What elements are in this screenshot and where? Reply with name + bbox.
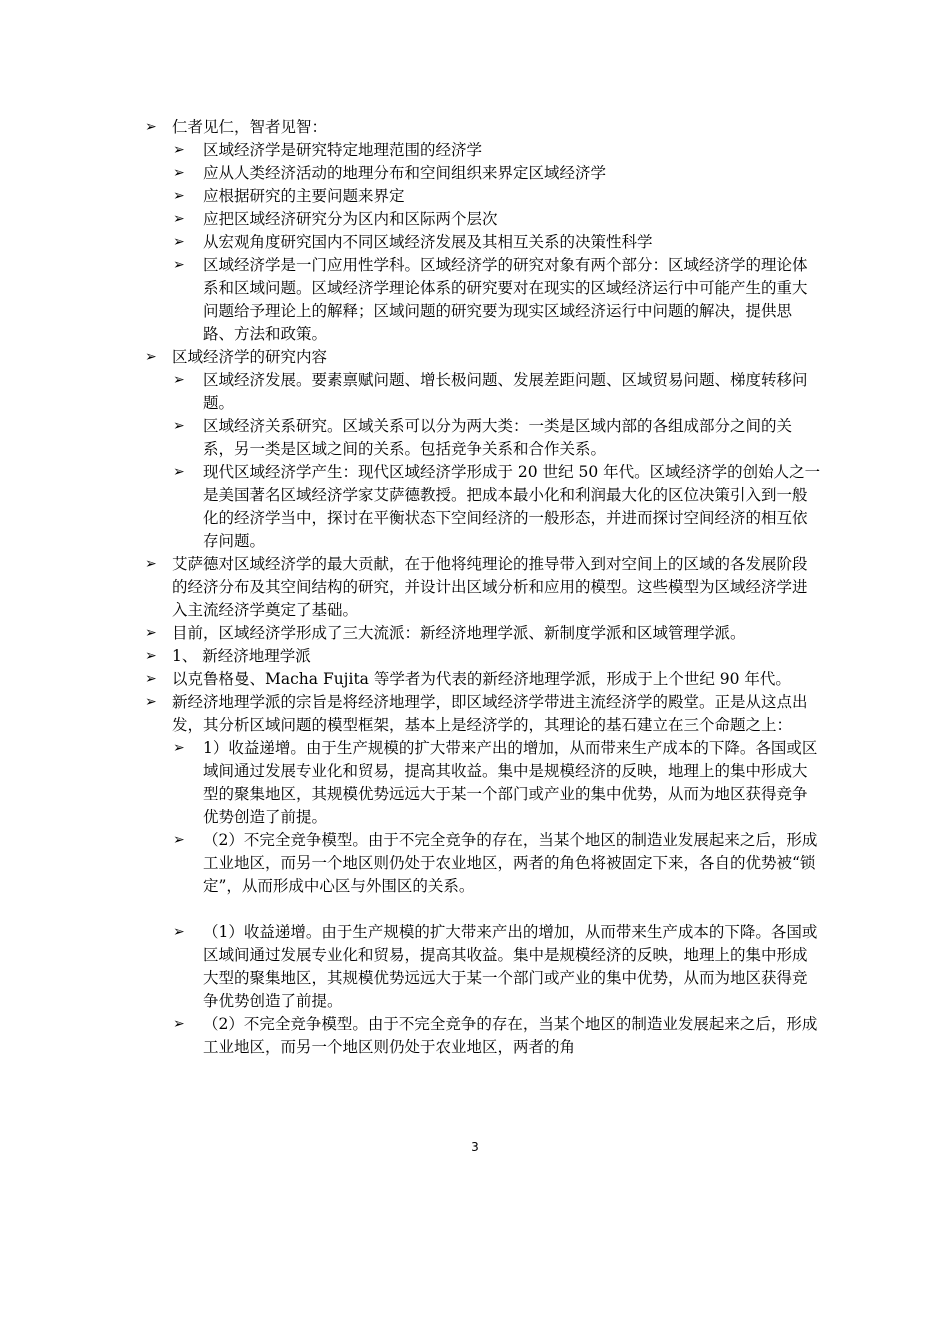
list-item-text: 目前，区域经济学形成了三大流派：新经济地理学派、新制度学派和区域管理学派。 bbox=[172, 624, 746, 642]
list-item-text: 以克鲁格曼、Macha Fujita 等学者为代表的新经济地理学派，形成于上个世纪 90 年代。 bbox=[172, 670, 791, 688]
list-item-text: 仁者见仁，智者见智： bbox=[172, 118, 328, 136]
list-item bbox=[145, 185, 821, 208]
arrow-bullet-icon: ➢ bbox=[173, 188, 185, 204]
list-item bbox=[145, 346, 821, 369]
arrow-bullet-icon: ➢ bbox=[173, 740, 185, 756]
list-item-text: 应把区域经济研究分为区内和区际两个层次 bbox=[203, 210, 498, 228]
arrow-bullet-icon: ➢ bbox=[173, 1016, 185, 1032]
arrow-bullet-icon: ➢ bbox=[173, 142, 185, 158]
list-item bbox=[145, 116, 821, 139]
arrow-bullet-icon: ➢ bbox=[173, 418, 185, 434]
list-item bbox=[145, 415, 821, 461]
list-item bbox=[145, 622, 821, 645]
list-item-text: 区域经济发展。要素禀赋问题、增长极问题、发展差距问题、区域贸易问题、梯度转移问题。 bbox=[203, 371, 808, 412]
list-item-text: 艾萨德对区域经济学的最大贡献，在于他将纯理论的推导带入到对空间上的区域的各发展阶段的经济分布及其空间结构的研究，并设计出区域分析和应用的模型。这些模型为区域经济学进入主流经济学奠定了基础。 bbox=[172, 555, 808, 619]
arrow-bullet-icon: ➢ bbox=[173, 832, 185, 848]
arrow-bullet-icon: ➢ bbox=[173, 372, 185, 388]
list-item-text: 1）收益递增。由于生产规模的扩大带来产出的增加，从而带来生产成本的下降。各国或区域间通过发展专业化和贸易，提高其收益。集中是规模经济的反映，地理上的集中形成大型的聚集地区，其规模优势远远大于某一个部门或产业的集中优势，从而为地区获得竞争优势创造了前提。 bbox=[203, 739, 818, 826]
arrow-bullet-icon: ➢ bbox=[173, 464, 185, 480]
list-item bbox=[145, 829, 821, 898]
list-item-text: （2）不完全竞争模型。由于不完全竞争的存在，当某个地区的制造业发展起来之后，形成工业地区，而另一个地区则仍处于农业地区，两者的角色将被固定下来，各自的优势被“锁定”，从而形成中心区与外围区的关系。 bbox=[203, 831, 818, 895]
list-item-text: 区域经济学是研究特定地理范围的经济学 bbox=[203, 141, 483, 159]
page-content bbox=[145, 116, 821, 1059]
arrow-bullet-icon: ➢ bbox=[145, 648, 157, 664]
list-item bbox=[145, 645, 821, 668]
list-item-text: 现代区域经济学产生：现代区域经济学形成于 20 世纪 50 年代。区域经济学的创始人之一是美国著名区域经济学家艾萨德教授。把成本最小化和利润最大化的区位决策引入到一般化的经济学当中，探讨在平衡状态下空间经济的一般形态，并进而探讨空间经济的相互依存问题。 bbox=[203, 463, 821, 550]
arrow-bullet-icon: ➢ bbox=[145, 119, 157, 135]
list-item bbox=[145, 668, 821, 691]
arrow-bullet-icon: ➢ bbox=[145, 625, 157, 641]
list-item bbox=[145, 1013, 821, 1059]
arrow-bullet-icon: ➢ bbox=[173, 234, 185, 250]
list-item bbox=[145, 921, 821, 1013]
list-item bbox=[145, 737, 821, 829]
page-number: 3 bbox=[471, 1140, 479, 1154]
list-item bbox=[145, 208, 821, 231]
arrow-bullet-icon: ➢ bbox=[173, 257, 185, 273]
list-item-text: 区域经济学的研究内容 bbox=[172, 348, 328, 366]
arrow-bullet-icon: ➢ bbox=[145, 349, 157, 365]
list-item bbox=[145, 369, 821, 415]
arrow-bullet-icon: ➢ bbox=[173, 165, 185, 181]
list-item-text: 区域经济学是一门应用性学科。区域经济学的研究对象有两个部分：区域经济学的理论体系和区域问题。区域经济学理论体系的研究要对在现实的区域经济运行中可能产生的重大问题给予理论上的解释；区域问题的研究要为现实区域经济运行中问题的解决，提供思路、方法和政策。 bbox=[203, 256, 808, 343]
arrow-bullet-icon: ➢ bbox=[145, 694, 157, 710]
list-item bbox=[145, 162, 821, 185]
list-item-text: （1）收益递增。由于生产规模的扩大带来产出的增加，从而带来生产成本的下降。各国或区域间通过发展专业化和贸易，提高其收益。集中是规模经济的反映，地理上的集中形成大型的聚集地区，其规模优势远远大于某一个部门或产业的集中优势，从而为地区获得竞争优势创造了前提。 bbox=[203, 923, 818, 1010]
list-item-text: 从宏观角度研究国内不同区域经济发展及其相互关系的决策性科学 bbox=[203, 233, 653, 251]
list-item-text: （2）不完全竞争模型。由于不完全竞争的存在，当某个地区的制造业发展起来之后，形成工业地区，而另一个地区则仍处于农业地区，两者的角 bbox=[203, 1015, 818, 1056]
blank-line bbox=[145, 898, 821, 921]
arrow-bullet-icon: ➢ bbox=[173, 924, 185, 940]
arrow-bullet-icon: ➢ bbox=[173, 211, 185, 227]
list-item-text: 新经济地理学派的宗旨是将经济地理学，即区域经济学带进主流经济学的殿堂。正是从这点出发，其分析区域问题的模型框架，基本上是经济学的，其理论的基石建立在三个命题之上： bbox=[172, 693, 808, 734]
list-item bbox=[145, 139, 821, 162]
list-item-text: 应根据研究的主要问题来界定 bbox=[203, 187, 405, 205]
arrow-bullet-icon: ➢ bbox=[145, 671, 157, 687]
list-item-text: 应从人类经济活动的地理分布和空间组织来界定区域经济学 bbox=[203, 164, 607, 182]
list-item-text: 1、 新经济地理学派 bbox=[172, 647, 311, 665]
list-item bbox=[145, 461, 821, 553]
list-item bbox=[145, 691, 821, 737]
list-item bbox=[145, 231, 821, 254]
arrow-bullet-icon: ➢ bbox=[145, 556, 157, 572]
list-item bbox=[145, 553, 821, 622]
list-item bbox=[145, 254, 821, 346]
list-item-text: 区域经济关系研究。区域关系可以分为两大类：一类是区域内部的各组成部分之间的关系，另一类是区域之间的关系。包括竞争关系和合作关系。 bbox=[203, 417, 793, 458]
